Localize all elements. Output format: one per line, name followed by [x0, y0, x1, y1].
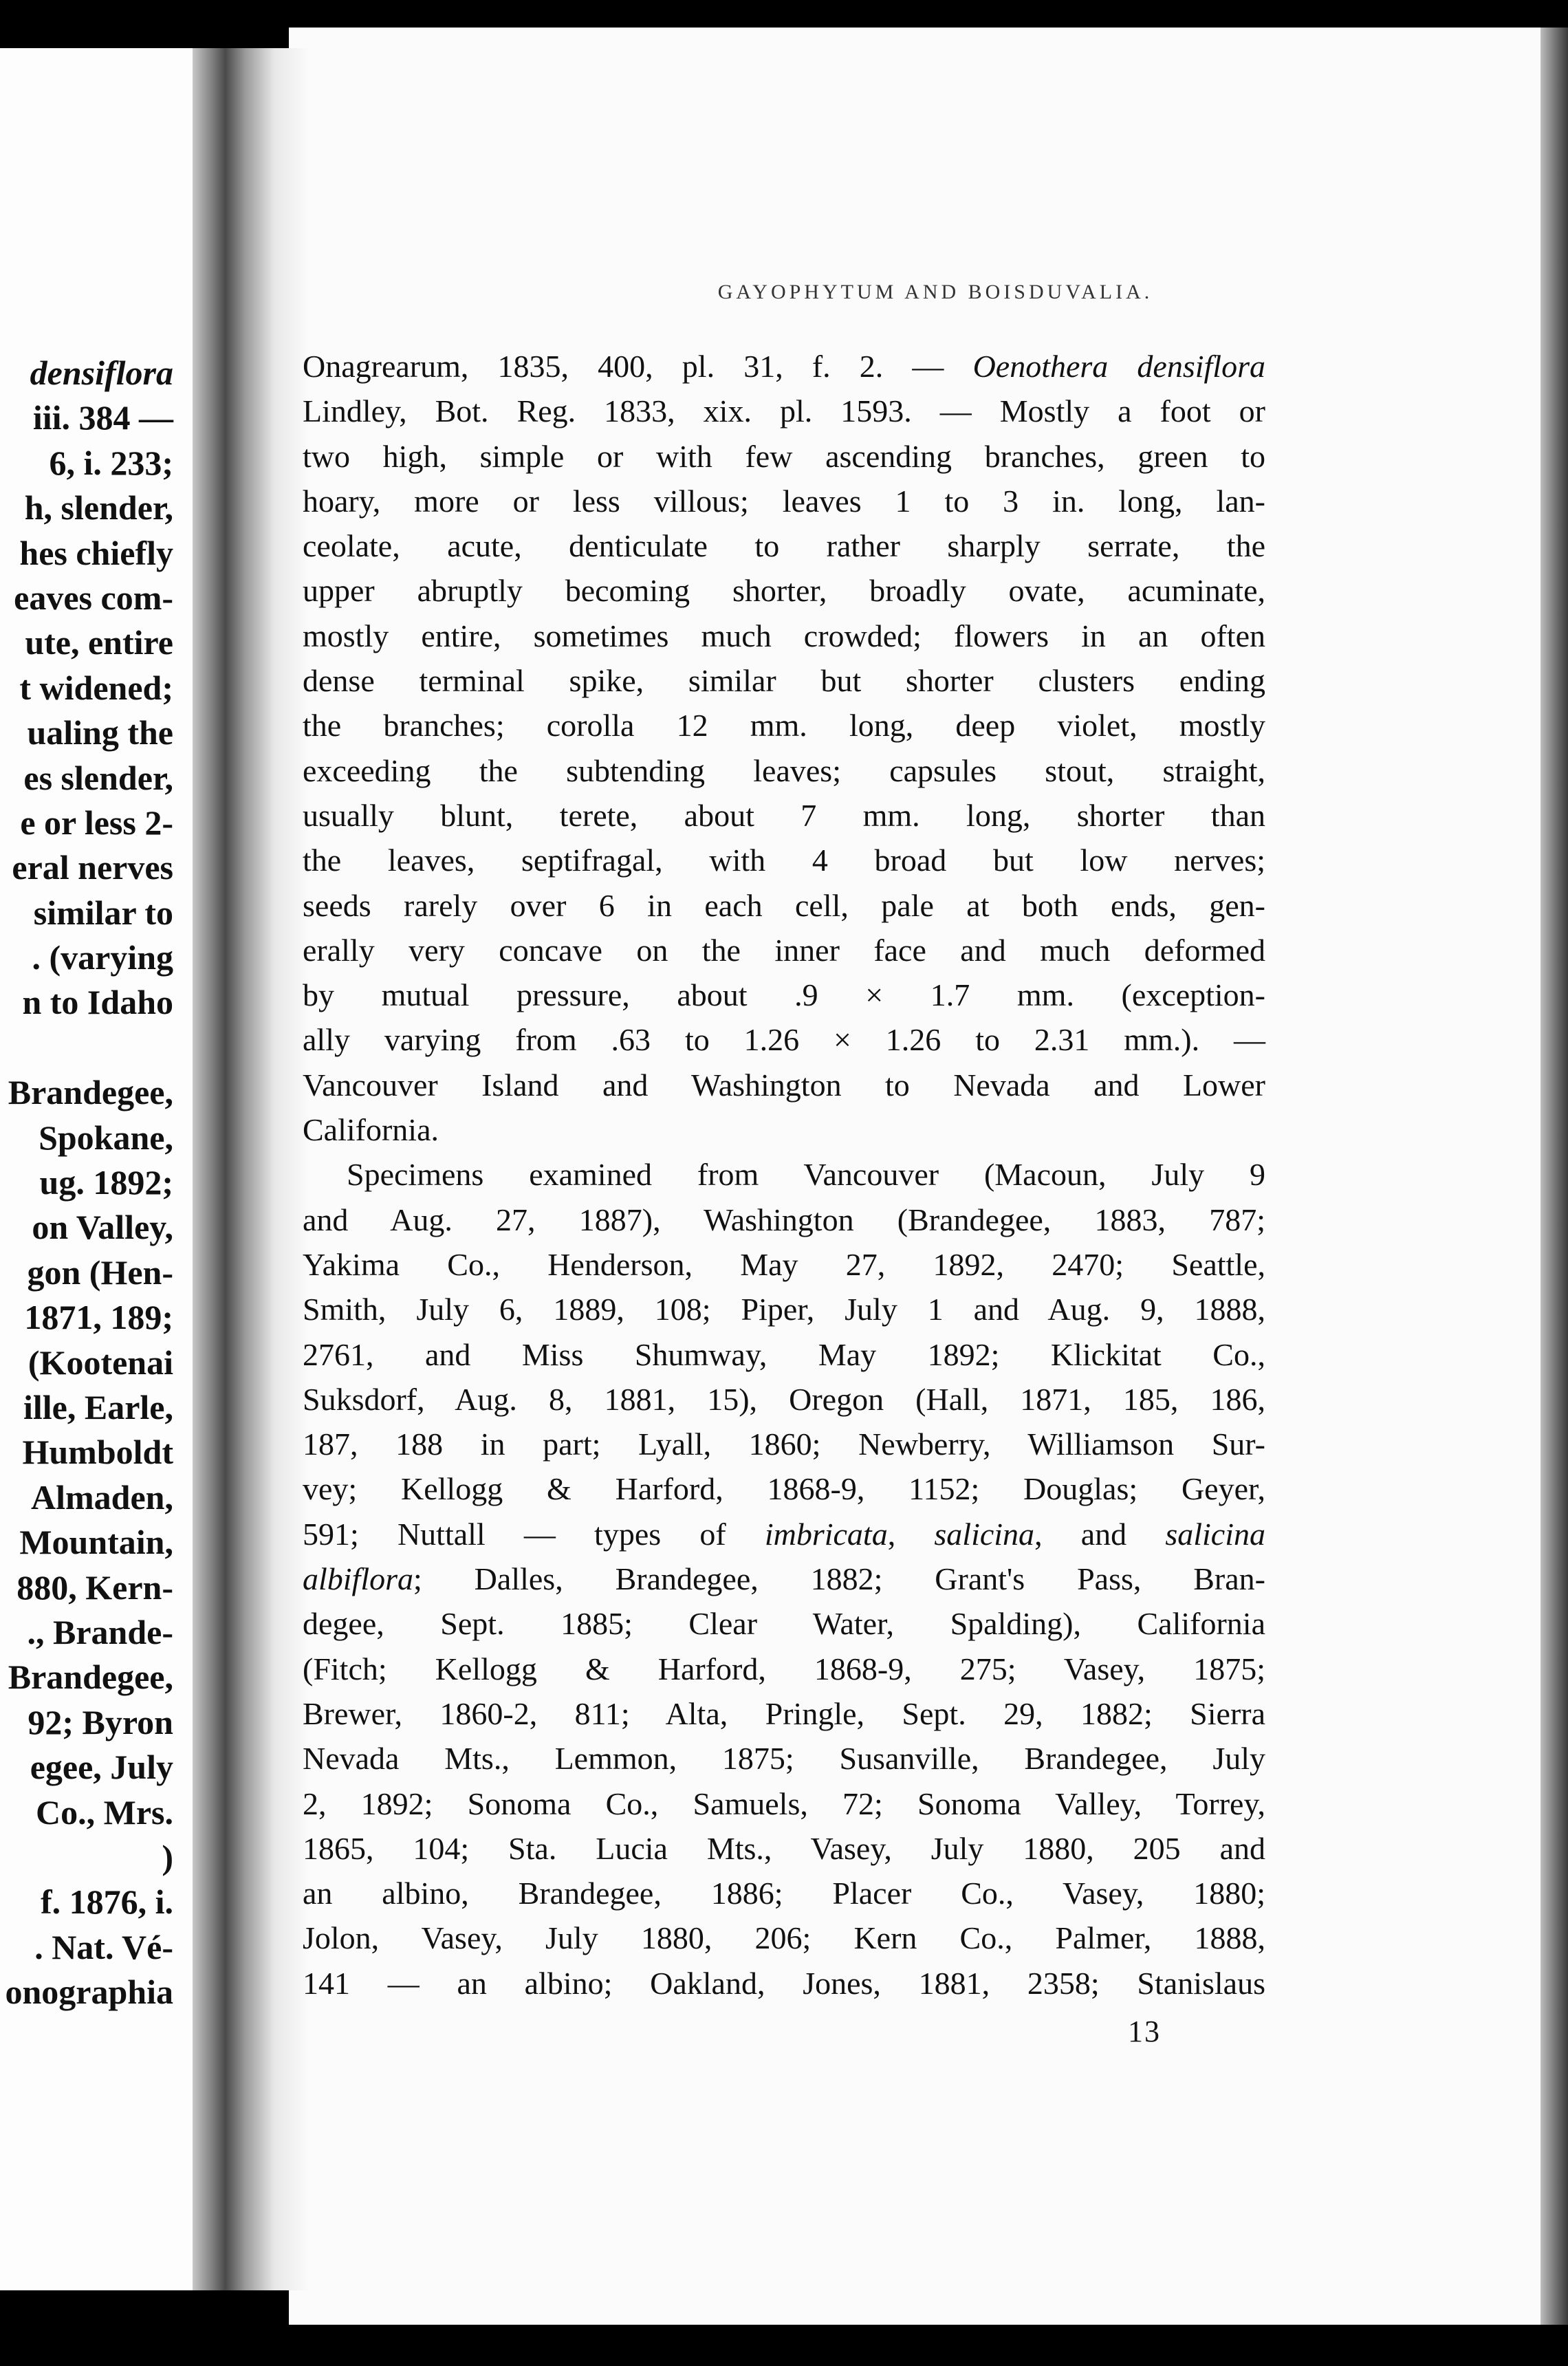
page-number: 13 — [1128, 2015, 1161, 2048]
text-line: ally varying from .63 to 1.26 × 1.26 to 2.31 mm.). — — [303, 1022, 1265, 1058]
text-line: two high, simple or with few ascending branches, green to — [303, 438, 1265, 474]
text-line: Nevada Mts., Lemmon, 1875; Susanville, Brandegee, July — [303, 1741, 1265, 1777]
left-page-line: Brandegee, — [8, 1073, 173, 1112]
text-line: by mutual pressure, about .9 × 1.7 mm. (exception- — [303, 977, 1265, 1013]
left-page-line: . (varying — [32, 938, 173, 977]
left-page-line: ug. 1892; — [39, 1163, 173, 1202]
text-line: Specimens examined from Vancouver (Macoun, July 9 — [347, 1157, 1265, 1193]
left-page-line: ute, entire — [25, 623, 173, 662]
text-line: Suksdorf, Aug. 8, 1881, 15), Oregon (Hall, 1871, 185, 186, — [303, 1381, 1265, 1417]
paragraph-2 — [303, 1152, 1265, 2006]
text-line: an albino, Brandegee, 1886; Placer Co., Vasey, 1880; — [303, 1876, 1265, 1911]
left-page-line: similar to — [33, 893, 173, 932]
left-page-line: h, slender, — [24, 488, 173, 528]
left-page-line: densiflora — [30, 354, 173, 392]
text-line: 2, 1892; Sonoma Co., Samuels, 72; Sonoma Valley, Torrey, — [303, 1786, 1265, 1821]
left-page-line: eral nerves — [12, 848, 173, 887]
text-line: hoary, more or less villous; leaves 1 to 3 in. long, lan- — [303, 483, 1265, 519]
text-line: dense terminal spike, similar but shorter clusters ending — [303, 663, 1265, 699]
left-page-line: egee, July — [30, 1748, 173, 1787]
text-line: usually blunt, terete, about 7 mm. long, shorter than — [303, 797, 1265, 833]
left-page-line — [0, 1025, 173, 1070]
left-page-line: iii. 384 — — [32, 398, 173, 437]
text-line: (Fitch; Kellogg & Harford, 1868-9, 275; Vasey, 1875; — [303, 1651, 1265, 1686]
right-page-edge — [1540, 28, 1568, 2325]
left-page-line: on Valley, — [32, 1208, 173, 1247]
left-page-line: onographia — [5, 1973, 173, 2012]
left-page-line: Humboldt — [22, 1433, 173, 1472]
left-page-line: 880, Kern- — [17, 1567, 173, 1607]
running-head: GAYOPHYTUM AND BOISDUVALIA. — [717, 281, 1153, 303]
text-line: exceeding the subtending leaves; capsules stout, straight, — [303, 752, 1265, 788]
left-page-line: Spokane, — [39, 1118, 173, 1157]
text-line: ceolate, acute, denticulate to rather sharply serrate, the — [303, 528, 1265, 564]
left-page-line: ualing the — [27, 713, 173, 752]
left-page-line: e or less 2- — [20, 803, 173, 842]
left-page-line: ., Brande- — [27, 1612, 173, 1651]
text-line: vey; Kellogg & Harford, 1868-9, 1152; Douglas; Geyer, — [303, 1471, 1265, 1507]
left-page-line: Co., Mrs. — [36, 1792, 173, 1832]
left-page-line: hes chiefly — [19, 533, 173, 572]
left-page-line: 6, i. 233; — [49, 443, 173, 482]
text-line: Brewer, 1860-2, 811; Alta, Pringle, Sept. 29, 1882; Sierra — [303, 1695, 1265, 1731]
text-line: the leaves, septifragal, with 4 broad but low nerves; — [303, 843, 1265, 878]
text-line: Jolon, Vasey, July 1880, 206; Kern Co., Palmer, 1888, — [303, 1920, 1265, 1956]
text-line: 187, 188 in part; Lyall, 1860; Newberry, Williamson Sur- — [303, 1426, 1265, 1462]
text-line: Yakima Co., Henderson, May 27, 1892, 2470; Seattle, — [303, 1246, 1265, 1282]
text-line: Vancouver Island and Washington to Nevada and Lower — [303, 1067, 1265, 1103]
left-page-line: . Nat. Vé- — [34, 1927, 173, 1966]
left-page-line: ille, Earle, — [23, 1387, 173, 1426]
text-line: erally very concave on the inner face and much deformed — [303, 932, 1265, 968]
left-page-line: ) — [162, 1837, 173, 1876]
text-line: California. — [303, 1112, 439, 1148]
left-page-line: Brandegee, — [8, 1658, 173, 1697]
text-line: 1865, 104; Sta. Lucia Mts., Vasey, July 1880, 205 and — [303, 1830, 1265, 1866]
left-page-line: f. 1876, i. — [40, 1882, 173, 1922]
text-line: the branches; corolla 12 mm. long, deep violet, mostly — [303, 708, 1265, 744]
text-line: 591; Nuttall — types of imbricata, salicina, and salicina — [303, 1516, 1265, 1552]
text-line: 141 — an albino; Oakland, Jones, 1881, 2358; Stanislaus — [303, 1965, 1265, 2001]
left-page-line: es slender, — [23, 758, 173, 797]
left-page-line: Mountain, — [19, 1523, 173, 1562]
left-page-line: n to Idaho — [22, 983, 173, 1022]
paragraph-1 — [303, 344, 1265, 1152]
text-line: 2761, and Miss Shumway, May 1892; Klickitat Co., — [303, 1336, 1265, 1372]
left-page-line: gon (Hen- — [27, 1252, 173, 1292]
left-page-line: (Kootenai — [28, 1343, 173, 1382]
left-page-line: 92; Byron — [28, 1702, 173, 1741]
text-line: Lindley, Bot. Reg. 1833, xix. pl. 1593. — Mostly a foot or — [303, 393, 1265, 429]
left-page-line: Almaden, — [31, 1477, 173, 1517]
left-page-line: eaves com- — [14, 578, 173, 617]
text-line: albiflora; Dalles, Brandegee, 1882; Grant's Pass, Bran- — [303, 1561, 1265, 1597]
text-line: degee, Sept. 1885; Clear Water, Spalding), California — [303, 1606, 1265, 1642]
book-gutter — [193, 48, 309, 2290]
left-page-text — [0, 351, 173, 2015]
text-line: mostly entire, sometimes much crowded; flowers in an often — [303, 618, 1265, 653]
text-line: and Aug. 27, 1887), Washington (Brandegee, 1883, 787; — [303, 1202, 1265, 1237]
text-line: upper abruptly becoming shorter, broadly ovate, acuminate, — [303, 573, 1265, 609]
text-line: seeds rarely over 6 in each cell, pale at both ends, gen- — [303, 887, 1265, 923]
left-page-line: 1871, 189; — [24, 1298, 173, 1337]
text-line: Onagrearum, 1835, 400, pl. 31, f. 2. — Oenothera densiflora — [303, 349, 1265, 384]
left-page-line: t widened; — [19, 668, 173, 707]
main-text-block — [303, 344, 1265, 2006]
text-line: Smith, July 6, 1889, 108; Piper, July 1 and Aug. 9, 1888, — [303, 1292, 1265, 1327]
